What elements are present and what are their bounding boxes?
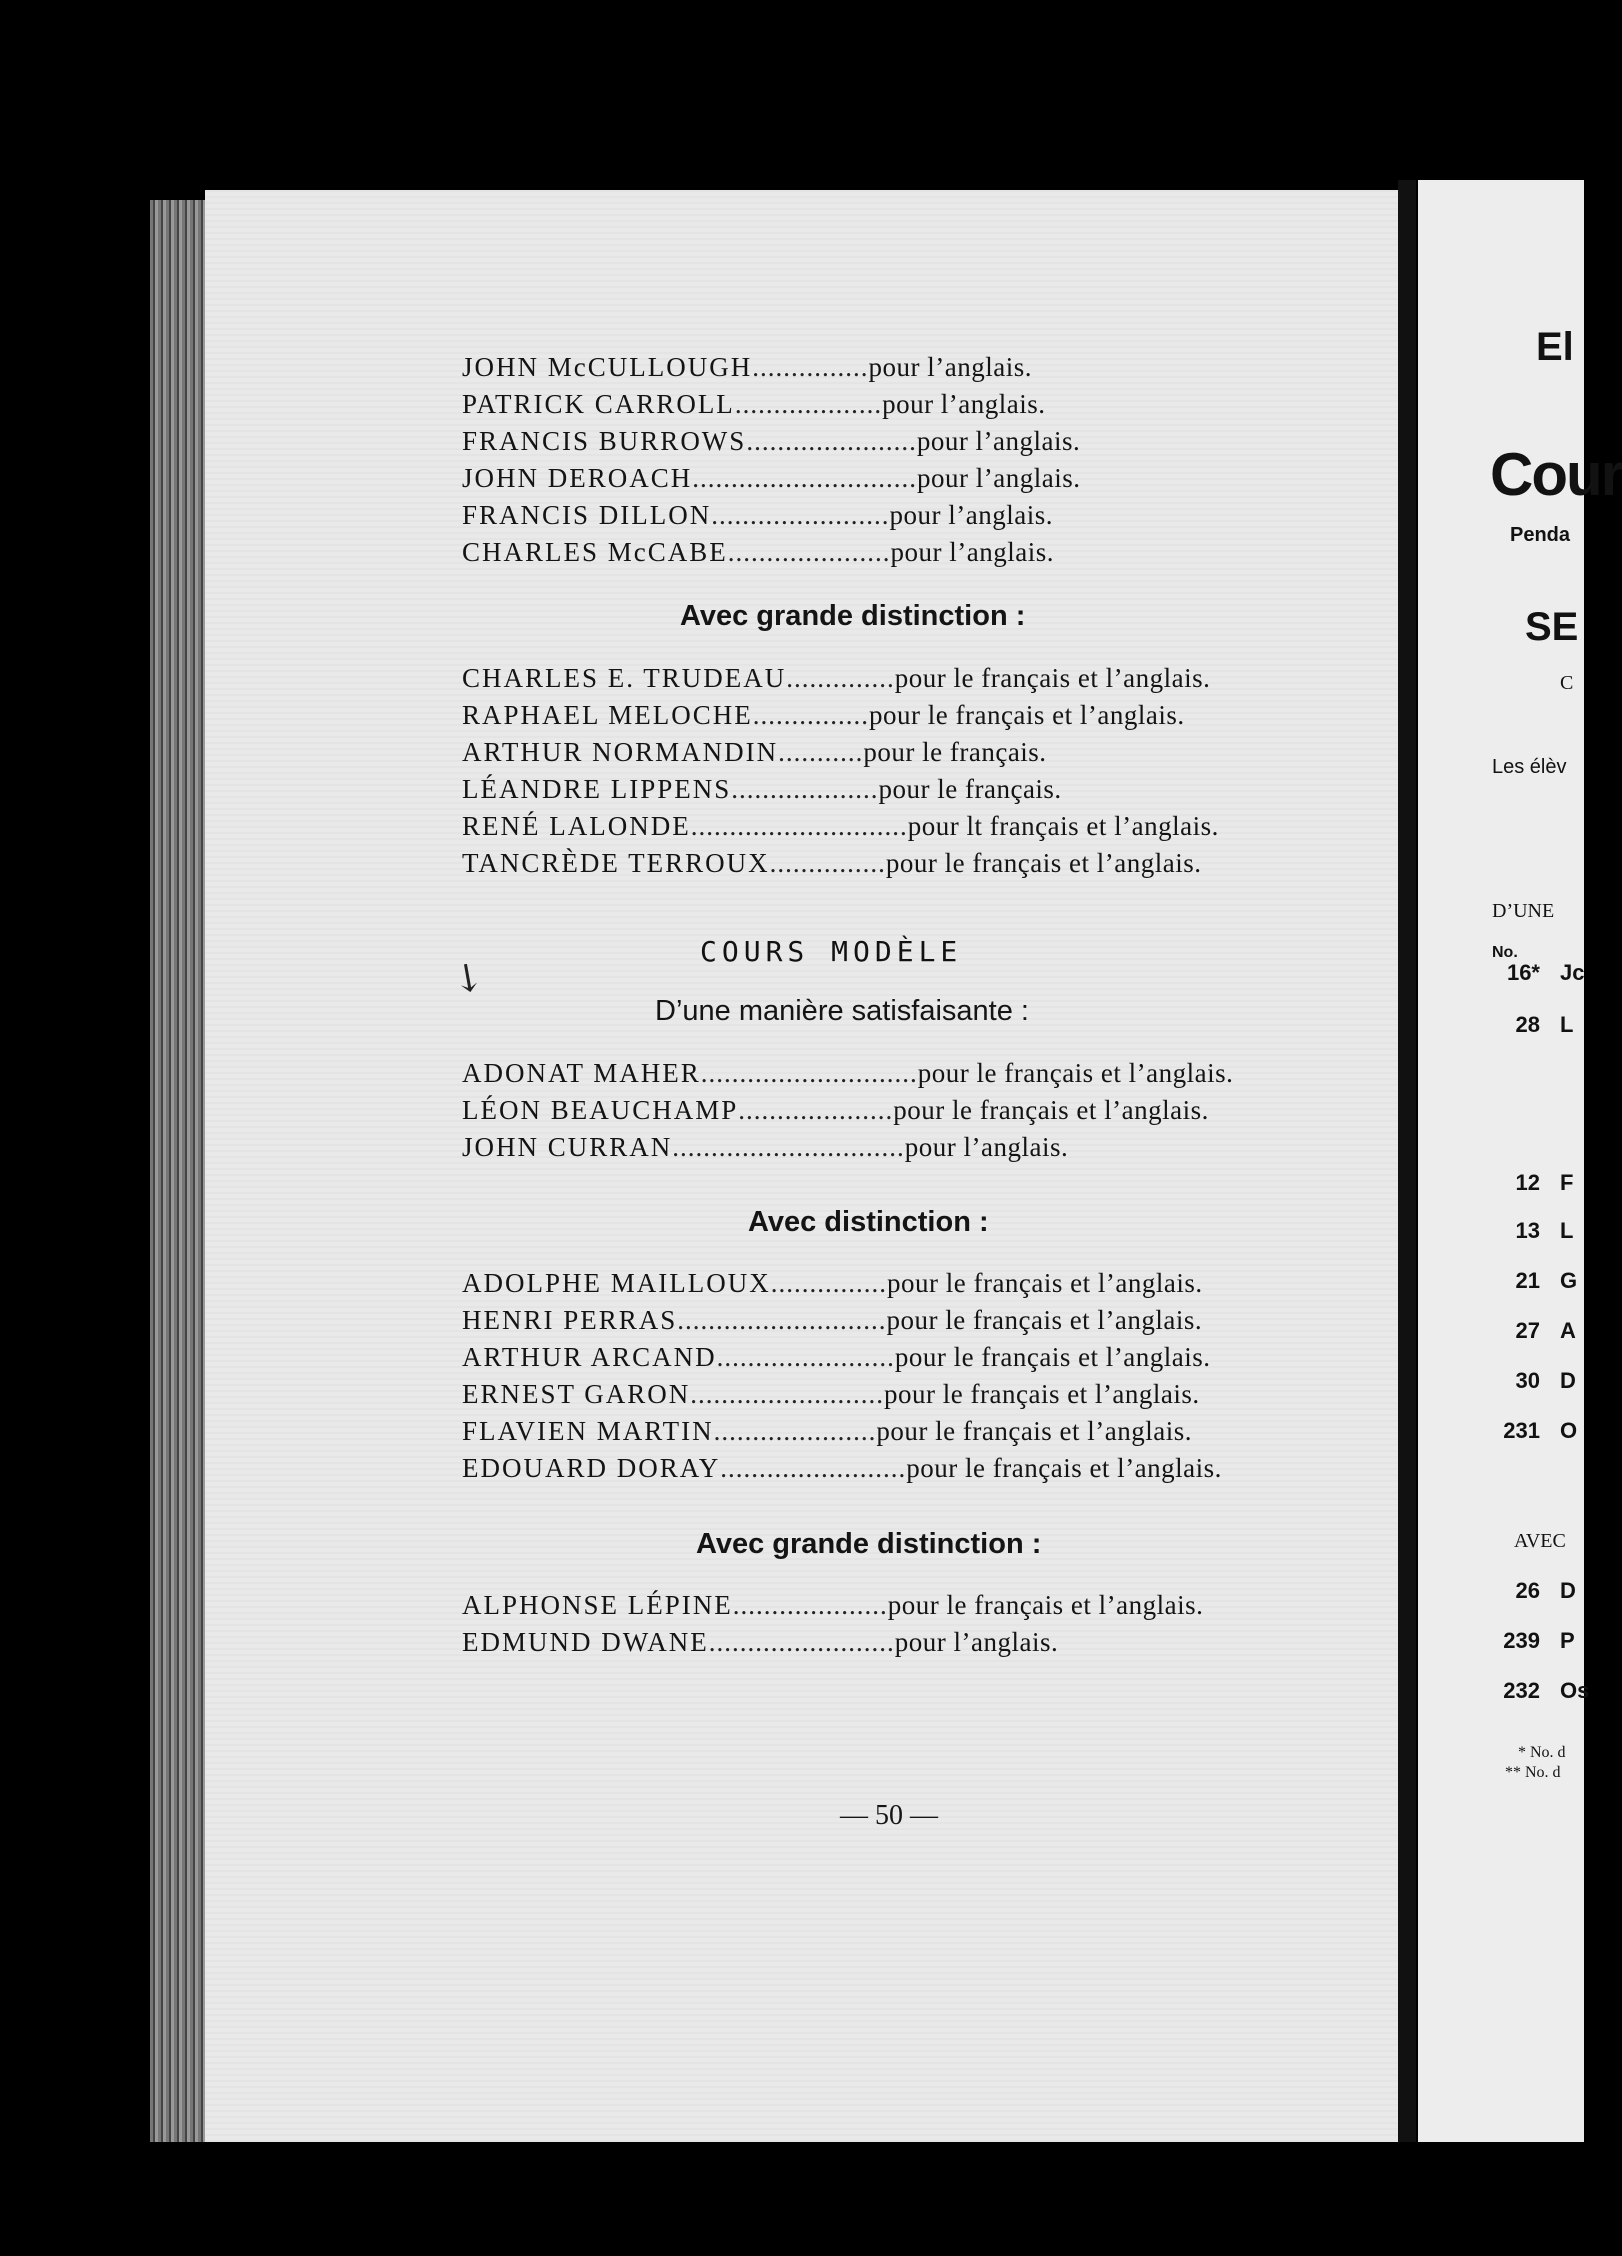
student-name: JOHN CURRAN xyxy=(462,1132,673,1162)
right-row-fragment: Jc xyxy=(1560,960,1585,985)
subject-description: pour le français et l’anglais. xyxy=(885,848,1202,878)
right-cour-fragment: Cour xyxy=(1490,441,1622,508)
subject-description: pour le français et l’anglais. xyxy=(886,1305,1203,1335)
entry-row xyxy=(462,463,1322,500)
right-row-number: 26 xyxy=(1515,1578,1540,1603)
leader-dots: ............................. xyxy=(692,463,918,493)
leader-dots: .................... xyxy=(732,1590,888,1620)
right-row-fragment: D xyxy=(1560,1368,1576,1393)
subject-description: pour le français. xyxy=(878,774,1062,804)
right-row-number: 239 xyxy=(1503,1628,1540,1653)
right-row-fragment: L xyxy=(1560,1012,1574,1037)
leader-dots: ............... xyxy=(752,352,869,382)
student-name: ERNEST GARON xyxy=(462,1379,691,1409)
subject-description: pour l’anglais. xyxy=(916,426,1081,456)
right-penda-fragment: Penda xyxy=(1510,524,1571,546)
right-row-number: 13 xyxy=(1515,1218,1540,1243)
student-name: LÉANDRE LIPPENS xyxy=(462,774,732,804)
subject-description: pour l’anglais. xyxy=(894,1627,1059,1657)
subject-description: pour l’anglais. xyxy=(882,389,1046,419)
entries-grande-distinction-2 xyxy=(462,1590,1322,1664)
subject-description: pour le français et l’anglais. xyxy=(894,663,1211,693)
book-edge xyxy=(150,200,210,2142)
entry-row xyxy=(462,1095,1322,1132)
leader-dots: ........................ xyxy=(720,1453,907,1483)
subject-description: pour le français et l’anglais. xyxy=(887,1590,1204,1620)
student-name: FRANCIS BURROWS xyxy=(462,426,747,456)
page-number: — 50 — xyxy=(840,1800,938,1831)
leader-dots: ......................... xyxy=(690,1379,885,1409)
entry-row xyxy=(462,500,1322,537)
leader-dots: ....................... xyxy=(711,500,890,530)
student-name: ALPHONSE LÉPINE xyxy=(462,1590,733,1620)
entry-row xyxy=(462,1058,1322,1095)
student-name: LÉON BEAUCHAMP xyxy=(462,1095,739,1125)
leader-dots: ........... xyxy=(778,737,864,767)
student-name: PATRICK CARROLL xyxy=(462,389,735,419)
right-row-number: 12 xyxy=(1515,1170,1540,1195)
student-name: JOHN DEROACH xyxy=(462,463,693,493)
right-row-number: 30 xyxy=(1515,1368,1540,1393)
entry-row xyxy=(462,1590,1322,1627)
leader-dots: ....................... xyxy=(716,1342,895,1372)
entry-row xyxy=(462,700,1322,737)
leader-dots: ............... xyxy=(770,1268,887,1298)
right-row-fragment: F xyxy=(1560,1170,1574,1195)
right-les-eleves-fragment: Les élèv xyxy=(1492,756,1567,778)
student-name: CHARLES McCABE xyxy=(462,537,728,567)
entry-row xyxy=(462,1305,1322,1342)
student-name: EDOUARD DORAY xyxy=(462,1453,721,1483)
subject-description: pour lt français et l’anglais. xyxy=(907,811,1219,841)
subject-description: pour l’anglais. xyxy=(868,352,1032,382)
entry-row xyxy=(462,426,1322,463)
right-row-number: 27 xyxy=(1515,1318,1540,1343)
student-name: RENÉ LALONDE xyxy=(462,811,691,841)
entry-row xyxy=(462,774,1322,811)
right-avec-fragment: AVEC xyxy=(1514,1530,1566,1552)
subject-description: pour l’anglais. xyxy=(889,500,1053,530)
right-row-fragment: O xyxy=(1560,1418,1578,1443)
student-name: TANCRÈDE TERROUX xyxy=(462,848,770,878)
heading-satisfaisante: D’une manière satisfaisante : xyxy=(655,995,1029,1027)
student-name: FLAVIEN MARTIN xyxy=(462,1416,714,1446)
entry-row xyxy=(462,848,1322,885)
leader-dots: .............. xyxy=(786,663,895,693)
right-row-number: 28 xyxy=(1515,1012,1540,1037)
right-row-fragment: P xyxy=(1560,1628,1575,1653)
entry-row xyxy=(462,1342,1322,1379)
leader-dots: ............... xyxy=(752,700,869,730)
leader-dots: ............... xyxy=(769,848,886,878)
leader-dots: ...................... xyxy=(746,426,917,456)
entries-top xyxy=(462,352,1322,574)
leader-dots: ................... xyxy=(731,774,879,804)
entry-row xyxy=(462,1453,1322,1490)
entry-row xyxy=(462,737,1322,774)
right-row-number: 231 xyxy=(1503,1418,1540,1443)
right-row-fragment: Os xyxy=(1560,1678,1590,1703)
entries-distinction xyxy=(462,1268,1322,1490)
student-name: FRANCIS DILLON xyxy=(462,500,712,530)
right-no-label: No. xyxy=(1492,944,1518,961)
entry-row xyxy=(462,537,1322,574)
student-name: JOHN McCULLOUGH xyxy=(462,352,753,382)
subject-description: pour le français. xyxy=(863,737,1047,767)
entries-satisfaisante xyxy=(462,1058,1322,1169)
entry-row xyxy=(462,1416,1322,1453)
student-name: ARTHUR NORMANDIN xyxy=(462,737,779,767)
leader-dots: .................... xyxy=(738,1095,894,1125)
right-row-number: 16* xyxy=(1506,960,1540,985)
right-footnote-1: * No. d xyxy=(1518,1744,1566,1761)
student-name: ADONAT MAHER xyxy=(462,1058,701,1088)
subject-description: pour l’anglais. xyxy=(904,1132,1069,1162)
entry-row xyxy=(462,1268,1322,1305)
heading-grande-distinction-1: Avec grande distinction : xyxy=(680,600,1026,632)
student-name: EDMUND DWANE xyxy=(462,1627,709,1657)
student-name: ADOLPHE MAILLOUX xyxy=(462,1268,771,1298)
student-name: CHARLES E. TRUDEAU xyxy=(462,663,787,693)
leader-dots: ..................... xyxy=(727,537,891,567)
subject-description: pour le français et l’anglais. xyxy=(876,1416,1193,1446)
leader-dots: .............................. xyxy=(672,1132,905,1162)
entry-row xyxy=(462,663,1322,700)
entry-row xyxy=(462,1627,1322,1664)
subject-description: pour le français et l’anglais. xyxy=(869,700,1185,730)
heading-grande-distinction-2: Avec grande distinction : xyxy=(696,1528,1042,1560)
subject-description: pour le français et l’anglais. xyxy=(893,1095,1209,1125)
entry-row xyxy=(462,1132,1322,1169)
arrow-mark-icon: ↘ xyxy=(442,951,493,1005)
heading-distinction: Avec distinction : xyxy=(748,1206,989,1238)
right-row-fragment: G xyxy=(1560,1268,1578,1293)
entry-row xyxy=(462,1379,1322,1416)
subject-description: pour le français et l’anglais. xyxy=(884,1379,1200,1409)
leader-dots: ........................... xyxy=(677,1305,887,1335)
subject-description: pour le français et l’anglais. xyxy=(906,1453,1222,1483)
entry-row xyxy=(462,352,1322,389)
leader-dots: ............................ xyxy=(700,1058,918,1088)
subject-description: pour le français et l’anglais. xyxy=(917,1058,1234,1088)
cours-title: COURS MODÈLE xyxy=(700,935,963,968)
right-row-fragment: D xyxy=(1560,1578,1576,1603)
right-c-fragment: C xyxy=(1560,672,1574,694)
right-row-fragment: L xyxy=(1560,1218,1574,1243)
right-dune-fragment: D’UNE xyxy=(1492,900,1555,922)
entry-row xyxy=(462,389,1322,426)
student-name: ARTHUR ARCAND xyxy=(462,1342,717,1372)
subject-description: pour le français et l’anglais. xyxy=(886,1268,1203,1298)
student-name: RAPHAEL MELOCHE xyxy=(462,700,753,730)
right-row-fragment: A xyxy=(1560,1318,1576,1343)
leader-dots: ..................... xyxy=(713,1416,877,1446)
right-footnote-2: ** No. d xyxy=(1505,1764,1561,1781)
entry-row xyxy=(462,811,1322,848)
entries-grande-distinction-1 xyxy=(462,663,1322,885)
leader-dots: ........................ xyxy=(708,1627,895,1657)
leader-dots: ............................ xyxy=(690,811,908,841)
right-row-number: 21 xyxy=(1515,1268,1540,1293)
right-row-number: 232 xyxy=(1503,1678,1540,1703)
book-gutter xyxy=(1398,180,1416,2142)
subject-description: pour l’anglais. xyxy=(890,537,1054,567)
subject-description: pour l’anglais. xyxy=(917,463,1081,493)
student-name: HENRI PERRAS xyxy=(462,1305,678,1335)
right-title-fragment: El xyxy=(1536,325,1574,369)
leader-dots: ................... xyxy=(734,389,883,419)
subject-description: pour le français et l’anglais. xyxy=(894,1342,1211,1372)
right-se-fragment: SE xyxy=(1525,605,1579,649)
